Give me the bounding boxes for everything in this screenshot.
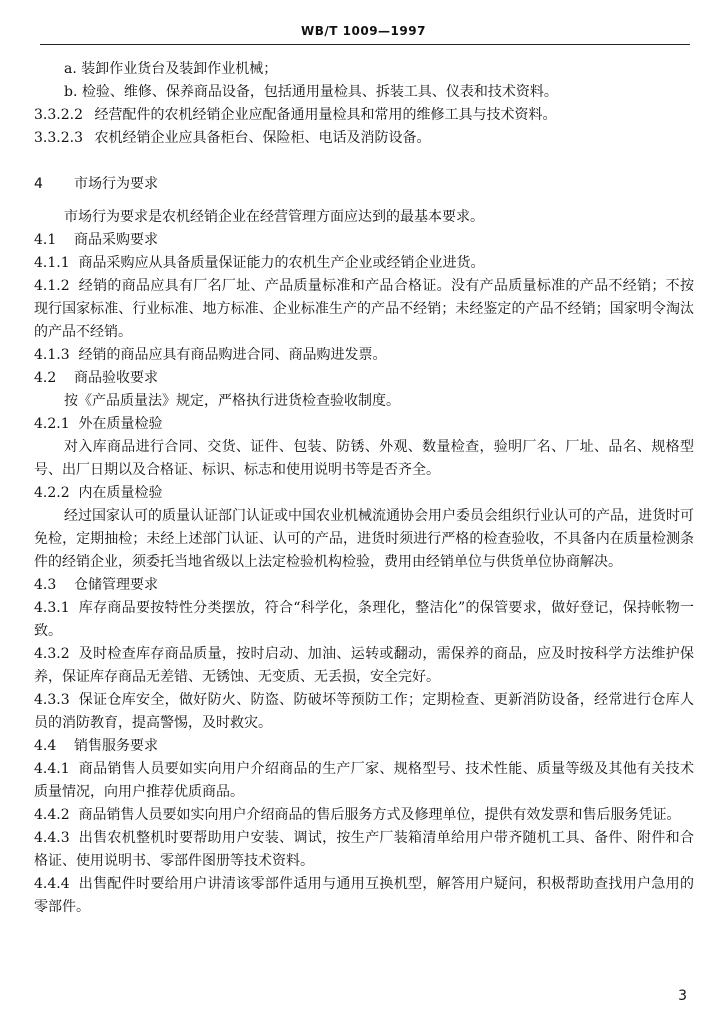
clause-text: 出售配件时要给用户讲清该零部件适用与通用互换机型，解答用户疑问，积极帮助查找用户急用的零部件。	[34, 876, 694, 915]
header-rule	[40, 44, 690, 45]
section-title: 销售服务要求	[74, 738, 158, 754]
clause-text: 库存商品要按特性分类摆放，符合“科学化，条理化，整洁化”的保管要求，做好登记，保持帐物一致。	[34, 600, 694, 639]
clause-number: 4.4.4	[34, 876, 70, 892]
clause-number: 4.3.3	[34, 692, 70, 708]
body-text	[34, 58, 694, 919]
clause-text: 商品销售人员要如实向用户介绍商品的生产厂家、规格型号、技术性能、质量等级及其他有关技术质量情况，向用户推荐优质商品。	[34, 761, 694, 800]
clause-number: 4.4.1	[34, 761, 70, 777]
clause-number: 4.3.1	[34, 600, 70, 616]
clause-number: 4.1.3	[34, 347, 70, 363]
clause-text: 经营配件的农机经销企业应配备通用量检具和常用的维修工具与技术资料。	[94, 107, 557, 123]
clause-number: 4.2.2	[34, 485, 70, 501]
clause-4-4-1	[34, 758, 694, 804]
clause-text: 经销的商品应具有商品购进合同、商品购进发票。	[78, 347, 387, 363]
section-4-1	[34, 229, 694, 252]
section-4-4	[34, 735, 694, 758]
clause-text: 保证仓库安全，做好防火、防盗、防破坏等预防工作；定期检查、更新消防设备，经常进行仓库人员的消防教育，提高警惕，及时救灾。	[34, 692, 694, 731]
clause-title: 内在质量检验	[78, 485, 163, 501]
section-number: 4.4	[34, 738, 57, 754]
section-title: 商品采购要求	[74, 232, 158, 248]
section-number: 4.3	[34, 577, 57, 593]
clause-4-2-2	[34, 482, 694, 505]
list-item-b: b. 检验、维修、保养商品设备，包括通用量检具、拆装工具、仪表和技术资料。	[64, 84, 558, 100]
section-number: 4.2	[34, 370, 57, 386]
clause-number: 3.3.2.3	[34, 130, 83, 146]
section-title: 市场行为要求	[74, 176, 158, 192]
section-heading-4	[34, 173, 694, 196]
page-number: 3	[678, 988, 687, 1004]
section-4-3	[34, 574, 694, 597]
clause-4-4-4	[34, 873, 694, 919]
section-4-2	[34, 367, 694, 390]
clause-text: 商品采购应从具备质量保证能力的农机生产企业或经销企业进货。	[78, 255, 485, 271]
clause-4-4-2	[34, 804, 694, 827]
clause-number: 3.3.2.2	[34, 107, 83, 123]
clause-text: 出售农机整机时要帮助用户安装、调试，按生产厂装箱清单给用户带齐随机工具、备件、附件和合格证、使用说明书、零部件图册等技术资料。	[34, 830, 694, 869]
clause-4-1-1	[34, 252, 694, 275]
section-number: 4.1	[34, 232, 57, 248]
clause-text: 商品销售人员要如实向用户介绍商品的售后服务方式及修理单位，提供有效发票和售后服务凭证。	[78, 807, 681, 823]
clause-text: 及时检查库存商品质量，按时启动、加油、运转或翻动，需保养的商品，应及时按科学方法维护保养，保证库存商品无差错、无锈蚀、无变质、无丢损，安全完好。	[34, 646, 694, 685]
clause-3-3-2-3	[34, 127, 694, 150]
clause-number: 4.1.2	[34, 278, 70, 294]
clause-text: 经销的商品应具有厂名厂址、产品质量标准和产品合格证。没有产品质量标准的产品不经销；不按现行国家标准、行业标准、地方标准、企业标准生产的产品不经销；未经鉴定的产品不经销；国家明令淘汰的产品不经销。	[34, 278, 694, 340]
section-title: 仓储管理要求	[74, 577, 158, 593]
paragraph: 经过国家认可的质量认证部门认证或中国农业机械流通协会用户委员会组织行业认可的产品，进货时可免检，定期抽检；未经上述部门认证、认可的产品，进货时须进行严格的检查验收，不具备内在质量检测条件的经销企业，须委托当地省级以上法定检验机构检验，费用由经销单位与供货单位协商解决。	[34, 508, 694, 570]
clause-4-4-3	[34, 827, 694, 873]
clause-3-3-2-2	[34, 104, 694, 127]
clause-4-2-1	[34, 413, 694, 436]
clause-number: 4.3.2	[34, 646, 70, 662]
clause-title: 外在质量检验	[78, 416, 163, 432]
clause-4-1-3	[34, 344, 694, 367]
clause-text: 农机经销企业应具备柜台、保险柜、电话及消防设备。	[94, 130, 431, 146]
clause-number: 4.2.1	[34, 416, 70, 432]
clause-number: 4.1.1	[34, 255, 70, 271]
clause-4-3-2	[34, 643, 694, 689]
clause-number: 4.4.2	[34, 807, 70, 823]
standard-code-header: WB/T 1009—1997	[301, 24, 426, 38]
clause-number: 4.4.3	[34, 830, 70, 846]
section-number: 4	[34, 176, 43, 192]
clause-4-1-2	[34, 275, 694, 344]
paragraph: 市场行为要求是农机经销企业在经营管理方面应达到的最基本要求。	[64, 209, 484, 225]
list-item-a: a. 装卸作业货台及装卸作业机械；	[64, 61, 278, 77]
paragraph: 按《产品质量法》规定，严格执行进货检查验收制度。	[64, 393, 400, 409]
section-title: 商品验收要求	[74, 370, 158, 386]
clause-4-3-3	[34, 689, 694, 735]
paragraph: 对入库商品进行合同、交货、证件、包装、防锈、外观、数量检查，验明厂名、厂址、品名、规格型号、出厂日期以及合格证、标识、标志和使用说明书等是否齐全。	[34, 439, 694, 478]
clause-4-3-1	[34, 597, 694, 643]
